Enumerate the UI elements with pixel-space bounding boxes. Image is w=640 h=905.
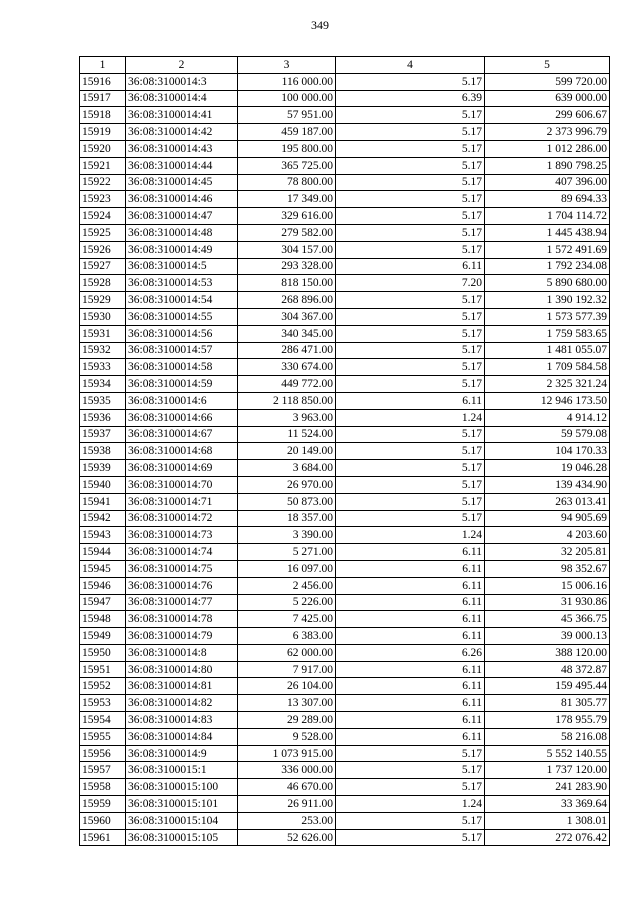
rate-cell: 5.17 <box>336 157 485 174</box>
row-number-cell: 15951 <box>80 661 126 678</box>
cadastral-number-cell: 36:08:3100014:73 <box>126 527 238 544</box>
table-header-row <box>80 57 610 74</box>
row-number-cell: 15927 <box>80 258 126 275</box>
table-row <box>80 157 610 174</box>
rate-cell: 6.11 <box>336 594 485 611</box>
cadastral-number-cell: 36:08:3100014:53 <box>126 275 238 292</box>
total-value-cell: 1 572 491.69 <box>485 241 610 258</box>
total-value-cell: 1 737 120.00 <box>485 762 610 779</box>
table-row <box>80 241 610 258</box>
rate-cell: 5.17 <box>336 208 485 225</box>
cadastral-number-cell: 36:08:3100014:68 <box>126 443 238 460</box>
row-number-cell: 15945 <box>80 560 126 577</box>
header-cell-2: 2 <box>126 57 238 74</box>
row-number-cell: 15959 <box>80 796 126 813</box>
table-row <box>80 796 610 813</box>
rate-cell: 6.11 <box>336 577 485 594</box>
rate-cell: 7.20 <box>336 275 485 292</box>
cadastral-value-cell: 6 383.00 <box>238 628 336 645</box>
cadastral-number-cell: 36:08:3100014:55 <box>126 308 238 325</box>
table-row <box>80 224 610 241</box>
rate-cell: 5.17 <box>336 460 485 477</box>
rate-cell: 5.17 <box>336 812 485 829</box>
row-number-cell: 15938 <box>80 443 126 460</box>
table-row <box>80 90 610 107</box>
total-value-cell: 263 013.41 <box>485 493 610 510</box>
table-row <box>80 510 610 527</box>
total-value-cell: 178 955.79 <box>485 712 610 729</box>
rate-cell: 5.17 <box>336 493 485 510</box>
row-number-cell: 15950 <box>80 644 126 661</box>
rate-cell: 5.17 <box>336 308 485 325</box>
cadastral-number-cell: 36:08:3100014:81 <box>126 678 238 695</box>
cadastral-value-cell: 26 104.00 <box>238 678 336 695</box>
table-row <box>80 476 610 493</box>
table-row <box>80 779 610 796</box>
table-row <box>80 443 610 460</box>
row-number-cell: 15937 <box>80 426 126 443</box>
cadastral-value-cell: 195 800.00 <box>238 140 336 157</box>
cadastral-number-cell: 36:08:3100014:71 <box>126 493 238 510</box>
table-row <box>80 174 610 191</box>
cadastral-number-cell: 36:08:3100014:41 <box>126 107 238 124</box>
table-row <box>80 460 610 477</box>
total-value-cell: 104 170.33 <box>485 443 610 460</box>
table-row <box>80 594 610 611</box>
total-value-cell: 1 012 286.00 <box>485 140 610 157</box>
total-value-cell: 272 076.42 <box>485 829 610 846</box>
cadastral-value-cell: 29 289.00 <box>238 712 336 729</box>
rate-cell: 6.11 <box>336 695 485 712</box>
rate-cell: 5.17 <box>336 779 485 796</box>
cadastral-value-cell: 20 149.00 <box>238 443 336 460</box>
rate-cell: 5.17 <box>336 359 485 376</box>
rate-cell: 6.11 <box>336 544 485 561</box>
cadastral-value-cell: 52 626.00 <box>238 829 336 846</box>
row-number-cell: 15946 <box>80 577 126 594</box>
rate-cell: 5.17 <box>336 476 485 493</box>
row-number-cell: 15949 <box>80 628 126 645</box>
rate-cell: 5.17 <box>336 224 485 241</box>
cadastral-value-cell: 3 963.00 <box>238 409 336 426</box>
rate-cell: 6.11 <box>336 560 485 577</box>
cadastral-value-cell: 116 000.00 <box>238 73 336 90</box>
total-value-cell: 15 006.16 <box>485 577 610 594</box>
cadastral-number-cell: 36:08:3100014:78 <box>126 611 238 628</box>
cadastral-number-cell: 36:08:3100014:44 <box>126 157 238 174</box>
table-row <box>80 762 610 779</box>
total-value-cell: 45 366.75 <box>485 611 610 628</box>
total-value-cell: 2 325 321.24 <box>485 376 610 393</box>
rate-cell: 5.17 <box>336 325 485 342</box>
row-number-cell: 15948 <box>80 611 126 628</box>
total-value-cell: 5 890 680.00 <box>485 275 610 292</box>
row-number-cell: 15957 <box>80 762 126 779</box>
table-row <box>80 644 610 661</box>
rate-cell: 6.11 <box>336 712 485 729</box>
cadastral-number-cell: 36:08:3100014:84 <box>126 728 238 745</box>
cadastral-value-cell: 293 328.00 <box>238 258 336 275</box>
row-number-cell: 15920 <box>80 140 126 157</box>
rate-cell: 6.11 <box>336 728 485 745</box>
table-row <box>80 712 610 729</box>
row-number-cell: 15919 <box>80 124 126 141</box>
cadastral-number-cell: 36:08:3100014:42 <box>126 124 238 141</box>
total-value-cell: 407 396.00 <box>485 174 610 191</box>
cadastral-value-cell: 26 911.00 <box>238 796 336 813</box>
header-cell-3: 3 <box>238 57 336 74</box>
total-value-cell: 1 390 192.32 <box>485 292 610 309</box>
row-number-cell: 15921 <box>80 157 126 174</box>
cadastral-number-cell: 36:08:3100014:48 <box>126 224 238 241</box>
row-number-cell: 15926 <box>80 241 126 258</box>
cadastral-number-cell: 36:08:3100014:54 <box>126 292 238 309</box>
row-number-cell: 15936 <box>80 409 126 426</box>
cadastral-value-cell: 17 349.00 <box>238 191 336 208</box>
row-number-cell: 15935 <box>80 392 126 409</box>
table-row <box>80 73 610 90</box>
rate-cell: 5.17 <box>336 292 485 309</box>
rate-cell: 5.17 <box>336 191 485 208</box>
total-value-cell: 59 579.08 <box>485 426 610 443</box>
rate-cell: 6.11 <box>336 678 485 695</box>
rate-cell: 5.17 <box>336 107 485 124</box>
table-row <box>80 560 610 577</box>
cadastral-value-cell: 26 970.00 <box>238 476 336 493</box>
table-row <box>80 208 610 225</box>
table-row <box>80 359 610 376</box>
cadastral-number-cell: 36:08:3100014:67 <box>126 426 238 443</box>
total-value-cell: 159 495.44 <box>485 678 610 695</box>
rate-cell: 5.17 <box>336 342 485 359</box>
cadastral-value-cell: 3 684.00 <box>238 460 336 477</box>
row-number-cell: 15958 <box>80 779 126 796</box>
table-row <box>80 728 610 745</box>
cadastral-value-cell: 57 951.00 <box>238 107 336 124</box>
row-number-cell: 15955 <box>80 728 126 745</box>
cadastral-value-cell: 7 425.00 <box>238 611 336 628</box>
table-row <box>80 292 610 309</box>
total-value-cell: 1 890 798.25 <box>485 157 610 174</box>
table-row <box>80 107 610 124</box>
header-cell-1: 1 <box>80 57 126 74</box>
rate-cell: 6.26 <box>336 644 485 661</box>
cadastral-value-cell: 329 616.00 <box>238 208 336 225</box>
table-row <box>80 342 610 359</box>
row-number-cell: 15931 <box>80 325 126 342</box>
cadastral-number-cell: 36:08:3100014:57 <box>126 342 238 359</box>
table-row <box>80 258 610 275</box>
row-number-cell: 15943 <box>80 527 126 544</box>
cadastral-number-cell: 36:08:3100014:6 <box>126 392 238 409</box>
row-number-cell: 15923 <box>80 191 126 208</box>
rate-cell: 5.17 <box>336 829 485 846</box>
total-value-cell: 89 694.33 <box>485 191 610 208</box>
row-number-cell: 15925 <box>80 224 126 241</box>
table-row <box>80 661 610 678</box>
cadastral-value-cell: 304 157.00 <box>238 241 336 258</box>
total-value-cell: 58 216.08 <box>485 728 610 745</box>
row-number-cell: 15947 <box>80 594 126 611</box>
total-value-cell: 388 120.00 <box>485 644 610 661</box>
table-row <box>80 426 610 443</box>
table-row <box>80 611 610 628</box>
rate-cell: 5.17 <box>336 443 485 460</box>
row-number-cell: 15953 <box>80 695 126 712</box>
cadastral-number-cell: 36:08:3100014:72 <box>126 510 238 527</box>
cadastral-number-cell: 36:08:3100014:47 <box>126 208 238 225</box>
table-row <box>80 544 610 561</box>
rate-cell: 5.17 <box>336 510 485 527</box>
table-body <box>80 73 610 846</box>
rate-cell: 6.39 <box>336 90 485 107</box>
row-number-cell: 15924 <box>80 208 126 225</box>
rate-cell: 5.17 <box>336 174 485 191</box>
cadastral-value-cell: 286 471.00 <box>238 342 336 359</box>
cadastral-number-cell: 36:08:3100014:58 <box>126 359 238 376</box>
total-value-cell: 81 305.77 <box>485 695 610 712</box>
row-number-cell: 15916 <box>80 73 126 90</box>
cadastral-number-cell: 36:08:3100014:49 <box>126 241 238 258</box>
total-value-cell: 639 000.00 <box>485 90 610 107</box>
row-number-cell: 15942 <box>80 510 126 527</box>
cadastral-value-cell: 336 000.00 <box>238 762 336 779</box>
row-number-cell: 15956 <box>80 745 126 762</box>
table-row <box>80 527 610 544</box>
total-value-cell: 1 792 234.08 <box>485 258 610 275</box>
cadastral-value-table <box>79 56 610 846</box>
total-value-cell: 4 203.60 <box>485 527 610 544</box>
total-value-cell: 94 905.69 <box>485 510 610 527</box>
table-row <box>80 695 610 712</box>
rate-cell: 1.24 <box>336 796 485 813</box>
row-number-cell: 15917 <box>80 90 126 107</box>
total-value-cell: 1 308.01 <box>485 812 610 829</box>
cadastral-value-cell: 340 345.00 <box>238 325 336 342</box>
cadastral-value-cell: 18 357.00 <box>238 510 336 527</box>
total-value-cell: 599 720.00 <box>485 73 610 90</box>
cadastral-value-cell: 50 873.00 <box>238 493 336 510</box>
cadastral-value-cell: 11 524.00 <box>238 426 336 443</box>
total-value-cell: 31 930.86 <box>485 594 610 611</box>
total-value-cell: 299 606.67 <box>485 107 610 124</box>
cadastral-number-cell: 36:08:3100014:3 <box>126 73 238 90</box>
cadastral-number-cell: 36:08:3100014:79 <box>126 628 238 645</box>
cadastral-number-cell: 36:08:3100015:105 <box>126 829 238 846</box>
row-number-cell: 15932 <box>80 342 126 359</box>
total-value-cell: 139 434.90 <box>485 476 610 493</box>
cadastral-number-cell: 36:08:3100014:59 <box>126 376 238 393</box>
cadastral-value-cell: 100 000.00 <box>238 90 336 107</box>
cadastral-value-cell: 46 670.00 <box>238 779 336 796</box>
cadastral-number-cell: 36:08:3100014:9 <box>126 745 238 762</box>
table-row <box>80 140 610 157</box>
rate-cell: 5.17 <box>336 124 485 141</box>
cadastral-value-cell: 16 097.00 <box>238 560 336 577</box>
cadastral-value-cell: 78 800.00 <box>238 174 336 191</box>
cadastral-number-cell: 36:08:3100014:80 <box>126 661 238 678</box>
cadastral-value-cell: 2 456.00 <box>238 577 336 594</box>
header-cell-4: 4 <box>336 57 485 74</box>
header-cell-5: 5 <box>485 57 610 74</box>
total-value-cell: 1 709 584.58 <box>485 359 610 376</box>
total-value-cell: 98 352.67 <box>485 560 610 577</box>
total-value-cell: 1 573 577.39 <box>485 308 610 325</box>
cadastral-value-cell: 5 271.00 <box>238 544 336 561</box>
rate-cell: 5.17 <box>336 745 485 762</box>
cadastral-number-cell: 36:08:3100014:70 <box>126 476 238 493</box>
cadastral-number-cell: 36:08:3100014:76 <box>126 577 238 594</box>
total-value-cell: 2 373 996.79 <box>485 124 610 141</box>
cadastral-value-cell: 62 000.00 <box>238 644 336 661</box>
cadastral-value-cell: 459 187.00 <box>238 124 336 141</box>
table-row <box>80 745 610 762</box>
table-row <box>80 829 610 846</box>
cadastral-value-cell: 7 917.00 <box>238 661 336 678</box>
total-value-cell: 33 369.64 <box>485 796 610 813</box>
row-number-cell: 15954 <box>80 712 126 729</box>
rate-cell: 1.24 <box>336 527 485 544</box>
row-number-cell: 15922 <box>80 174 126 191</box>
cadastral-value-cell: 449 772.00 <box>238 376 336 393</box>
rate-cell: 6.11 <box>336 628 485 645</box>
table-row <box>80 678 610 695</box>
cadastral-value-cell: 1 073 915.00 <box>238 745 336 762</box>
table-row <box>80 409 610 426</box>
total-value-cell: 39 000.13 <box>485 628 610 645</box>
cadastral-number-cell: 36:08:3100014:82 <box>126 695 238 712</box>
cadastral-value-cell: 365 725.00 <box>238 157 336 174</box>
table-row <box>80 392 610 409</box>
rate-cell: 5.17 <box>336 241 485 258</box>
rate-cell: 5.17 <box>336 762 485 779</box>
cadastral-value-cell: 2 118 850.00 <box>238 392 336 409</box>
table-row <box>80 308 610 325</box>
row-number-cell: 15960 <box>80 812 126 829</box>
cadastral-number-cell: 36:08:3100014:69 <box>126 460 238 477</box>
row-number-cell: 15930 <box>80 308 126 325</box>
row-number-cell: 15928 <box>80 275 126 292</box>
row-number-cell: 15934 <box>80 376 126 393</box>
rate-cell: 6.11 <box>336 661 485 678</box>
table-row <box>80 812 610 829</box>
table-row <box>80 191 610 208</box>
cadastral-number-cell: 36:08:3100014:66 <box>126 409 238 426</box>
table-row <box>80 628 610 645</box>
rate-cell: 6.11 <box>336 611 485 628</box>
cadastral-number-cell: 36:08:3100014:77 <box>126 594 238 611</box>
cadastral-value-cell: 13 307.00 <box>238 695 336 712</box>
table-row <box>80 325 610 342</box>
cadastral-value-cell: 9 528.00 <box>238 728 336 745</box>
cadastral-number-cell: 36:08:3100014:45 <box>126 174 238 191</box>
cadastral-number-cell: 36:08:3100014:56 <box>126 325 238 342</box>
total-value-cell: 1 704 114.72 <box>485 208 610 225</box>
row-number-cell: 15929 <box>80 292 126 309</box>
rate-cell: 5.17 <box>336 376 485 393</box>
total-value-cell: 1 445 438.94 <box>485 224 610 241</box>
table-row <box>80 124 610 141</box>
rate-cell: 1.24 <box>336 409 485 426</box>
row-number-cell: 15918 <box>80 107 126 124</box>
row-number-cell: 15961 <box>80 829 126 846</box>
cadastral-value-cell: 330 674.00 <box>238 359 336 376</box>
cadastral-number-cell: 36:08:3100015:1 <box>126 762 238 779</box>
table-row <box>80 577 610 594</box>
table-row <box>80 275 610 292</box>
row-number-cell: 15941 <box>80 493 126 510</box>
cadastral-number-cell: 36:08:3100014:5 <box>126 258 238 275</box>
row-number-cell: 15939 <box>80 460 126 477</box>
cadastral-number-cell: 36:08:3100015:101 <box>126 796 238 813</box>
rate-cell: 5.17 <box>336 73 485 90</box>
table-row <box>80 376 610 393</box>
total-value-cell: 5 552 140.55 <box>485 745 610 762</box>
row-number-cell: 15933 <box>80 359 126 376</box>
row-number-cell: 15952 <box>80 678 126 695</box>
rate-cell: 5.17 <box>336 140 485 157</box>
total-value-cell: 12 946 173.50 <box>485 392 610 409</box>
total-value-cell: 48 372.87 <box>485 661 610 678</box>
total-value-cell: 32 205.81 <box>485 544 610 561</box>
page-number: 349 <box>311 18 329 32</box>
rate-cell: 6.11 <box>336 258 485 275</box>
cadastral-value-cell: 253.00 <box>238 812 336 829</box>
cadastral-number-cell: 36:08:3100014:74 <box>126 544 238 561</box>
total-value-cell: 1 759 583.65 <box>485 325 610 342</box>
cadastral-number-cell: 36:08:3100014:46 <box>126 191 238 208</box>
cadastral-number-cell: 36:08:3100015:104 <box>126 812 238 829</box>
cadastral-value-cell: 818 150.00 <box>238 275 336 292</box>
table-row <box>80 493 610 510</box>
cadastral-number-cell: 36:08:3100014:43 <box>126 140 238 157</box>
row-number-cell: 15940 <box>80 476 126 493</box>
rate-cell: 6.11 <box>336 392 485 409</box>
total-value-cell: 19 046.28 <box>485 460 610 477</box>
cadastral-number-cell: 36:08:3100014:8 <box>126 644 238 661</box>
cadastral-number-cell: 36:08:3100014:83 <box>126 712 238 729</box>
total-value-cell: 4 914.12 <box>485 409 610 426</box>
cadastral-value-cell: 5 226.00 <box>238 594 336 611</box>
row-number-cell: 15944 <box>80 544 126 561</box>
cadastral-value-cell: 268 896.00 <box>238 292 336 309</box>
total-value-cell: 241 283.90 <box>485 779 610 796</box>
total-value-cell: 1 481 055.07 <box>485 342 610 359</box>
cadastral-number-cell: 36:08:3100014:75 <box>126 560 238 577</box>
cadastral-number-cell: 36:08:3100015:100 <box>126 779 238 796</box>
cadastral-value-cell: 3 390.00 <box>238 527 336 544</box>
rate-cell: 5.17 <box>336 426 485 443</box>
cadastral-value-cell: 279 582.00 <box>238 224 336 241</box>
cadastral-number-cell: 36:08:3100014:4 <box>126 90 238 107</box>
cadastral-value-cell: 304 367.00 <box>238 308 336 325</box>
